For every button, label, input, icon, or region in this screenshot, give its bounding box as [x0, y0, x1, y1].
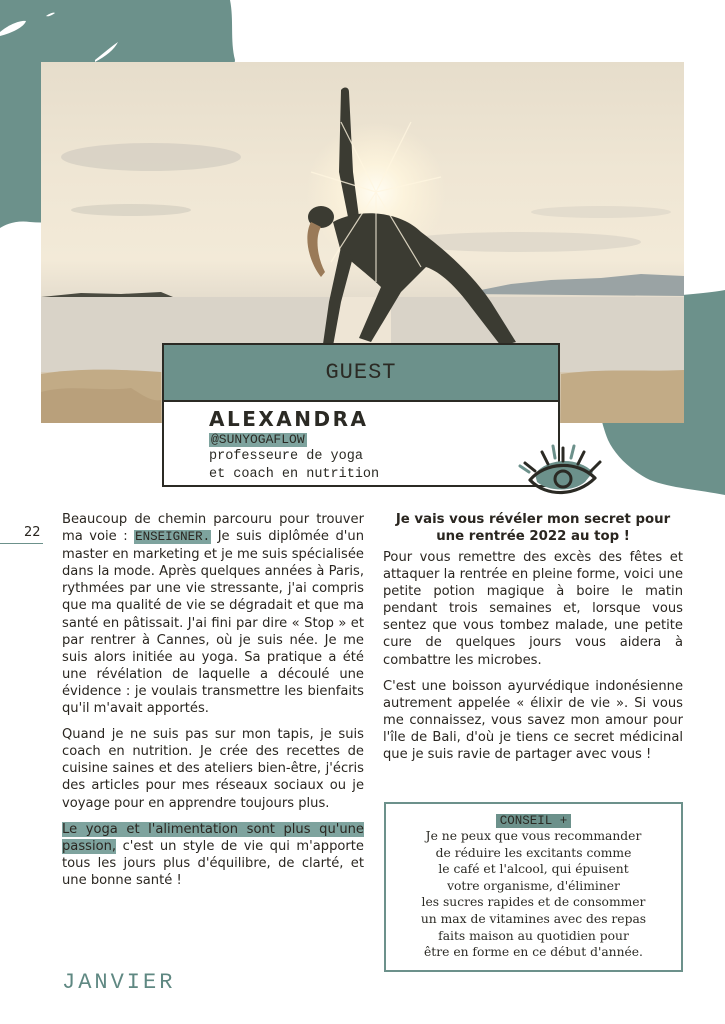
tip-label: CONSEIL + — [496, 814, 572, 828]
paragraph-intro — [62, 511, 364, 717]
paragraph-lifestyle — [62, 821, 364, 889]
tip-line: le café et l'alcool, qui épuisent — [438, 862, 629, 877]
guest-instagram-handle[interactable]: @SUNYOGAFLOW — [211, 432, 305, 447]
guest-role-line-1: professeure de yoga — [209, 449, 363, 464]
eye-icon — [515, 440, 610, 502]
tip-line: votre organisme, d'éliminer — [447, 878, 620, 893]
footer-month: JANVIER — [62, 970, 176, 995]
secret-heading: Je vais vous révéler mon secret pour une rentrée 2022 au top ! — [395, 512, 671, 544]
tip-line: les sucres rapides et de consommer — [421, 895, 646, 910]
paragraph-potion: Pour vous remettre des excès des fêtes et attaquer la rentrée en pleine forme, voici une petite potion magique à boire le matin pendant trois semaines et, lorsque vous sentez que vous tombez malade, une petite cure de quelques jours vous aidera à combattre les microbes. — [383, 550, 683, 668]
tip-line: être en forme en ce début d'année. — [424, 945, 643, 960]
text: Beaucoup de chemin parcouru pour trouver ma voie : — [62, 512, 364, 545]
article-left-column — [62, 511, 364, 898]
tip-box — [384, 802, 683, 972]
guest-card — [162, 343, 560, 487]
highlight-enseigner: ENSEIGNER. — [135, 530, 211, 545]
guest-label: GUEST — [325, 360, 397, 385]
guest-role — [209, 448, 379, 484]
guest-name: ALEXANDRA — [209, 407, 369, 431]
paragraph-elixir: C'est une boisson ayurvédique indonésienne autrement appelée « élixir de vie ». Si vous me connaissez, vous savez mon amour pour l'île de Bali, d'où je tiens ce secret médicinal que je suis ravie de partager avec vous ! — [383, 678, 683, 763]
tip-line: un max de vitamines avec des repas — [420, 911, 647, 926]
guest-role-line-2: et coach en nutrition — [209, 467, 380, 482]
highlight-passion: Le yoga et l'alimentation sont plus qu'une passion, — [62, 821, 364, 854]
guest-card-header — [164, 345, 558, 402]
text: c'est un style de vie qui m'apporte tous les jours plus d'équilibre, de clarté, et une bonne santé ! — [62, 838, 364, 888]
tip-line: de réduire les excitants comme — [435, 845, 632, 860]
paragraph-coach: Quand je ne suis pas sur mon tapis, je suis coach en nutrition. Je crée des recettes de cuisine saines et des ateliers bien-être, j'écris des articles pour mes réseaux sociaux ou je voyage pour en apprendre toujours plus. — [62, 727, 364, 811]
article-right-column — [383, 511, 683, 772]
tip-line: faits maison au quotidien pour — [438, 928, 629, 943]
tip-text — [392, 828, 675, 961]
text: Je suis diplômée d'un master en marketing et je me suis spécialisée dans la mode. Après quelques années à Paris, rythmées par une vie stressante, j'ai compris que ma qualité de vie se dégradait et que ma santé en pâtissait. J'ai fini par dire « Stop » et par rentrer à Cannes, où je suis née. Je me suis alors initiée au yoga. Sa pratique a été une révélation de laquelle a découlé une évidence : je voulais transmettre les bienfaits qu'il m'avait apportés. — [62, 529, 364, 717]
tip-line: Je ne peux que vous recommander — [425, 829, 642, 843]
page-number: 22 — [24, 525, 41, 540]
page-number-rule — [0, 543, 43, 544]
